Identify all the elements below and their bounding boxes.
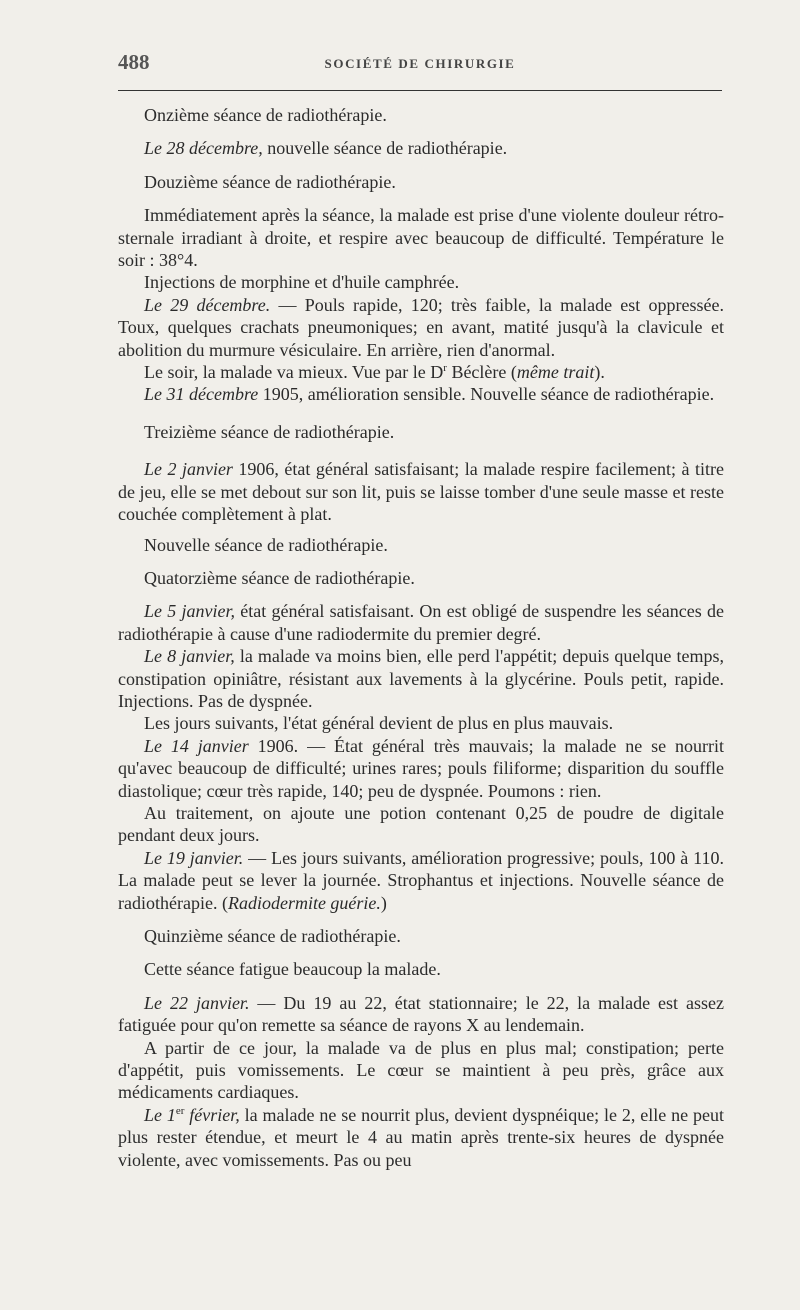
paragraph <box>118 137 724 159</box>
italic-text: Le 29 décembre. <box>144 294 271 315</box>
paragraph <box>118 361 724 383</box>
superscript: er <box>175 1104 185 1117</box>
text-run: — Du 19 au 22, état stationnaire; le 22, la malade est assez fatiguée pour qu'on remette sa séance de rayons X au lendemain. <box>118 992 724 1036</box>
paragraph <box>118 847 724 914</box>
italic-text: février, <box>184 1104 240 1125</box>
text-run: ). <box>594 362 605 383</box>
page-body <box>118 104 724 1171</box>
paragraph <box>118 383 724 405</box>
paragraph <box>118 1104 724 1171</box>
italic-text: Le 19 janvier. <box>144 847 244 868</box>
italic-text: Le 2 janvier <box>144 459 233 480</box>
paragraph <box>118 421 724 443</box>
superscript: r <box>443 362 447 375</box>
italic-text: Le 31 décembre <box>144 384 259 405</box>
text-run: Les jours suivants, l'état général devient de plus en plus mauvais. <box>144 713 614 734</box>
text-run: nouvelle séance de radiothérapie. <box>262 138 508 159</box>
paragraph <box>118 271 724 293</box>
text-run: état général satisfaisant. On est obligé de suspendre les séances de radiothérapie à cause d'une radiodermite du premier degré. <box>118 601 724 644</box>
italic-text: Le 8 janvier, <box>144 646 235 667</box>
text-run: — Les jours suivants, amélioration progressive; pouls, 100 à 110. La malade peut se lever la journée. Strophantus et injections. Nouvelle séance de radiothérapie. ( <box>118 847 724 913</box>
paragraph <box>118 294 724 361</box>
text-run: 1906, état général satisfaisant; la malade respire facilement; à titre de jeu, elle se met debout sur son lit, puis se laisse tomber d'une seule masse et reste couchée complètement à plat. <box>118 459 724 525</box>
text-run: la malade ne se nourrit plus, devient dyspnéique; le 2, elle ne peut plus rester étendue, et meurt le 4 au matin après trente-six heures de dyspnée violente, avec vomissements. Pas ou peu <box>118 1104 724 1170</box>
italic-text: Le 28 <box>144 138 189 159</box>
text-run: 1906. — État général très mauvais; la malade ne se nourrit qu'avec beaucoup de difficulté; urines rares; pouls filiforme; disparition du souffle diastolique; cœur très rapide, 140; peu de dyspnée. Poumons : rien. <box>118 735 724 801</box>
text-run: la malade va moins bien, elle perd l'appétit; depuis quelque temps, constipation opiniâtre, résistant aux lavements à la glycérine. Pouls petit, rapide. Injections. Pas de dyspnée. <box>118 646 725 711</box>
paragraph <box>118 925 724 947</box>
italic-text: Radiodermite guérie. <box>227 892 381 913</box>
text-run: ) <box>380 892 387 913</box>
paragraph <box>118 534 724 556</box>
running-title: SOCIÉTÉ DE CHIRURGIE <box>324 56 516 71</box>
paragraph <box>118 171 724 193</box>
header-rule <box>118 90 722 91</box>
paragraph <box>118 992 724 1037</box>
paragraph <box>118 802 724 847</box>
paragraph <box>118 567 724 589</box>
italic-text: Le 14 janvier <box>144 735 249 756</box>
paragraph <box>118 104 724 126</box>
italic-text: Le 1 <box>144 1104 176 1125</box>
italic-text: Le 5 janvier, <box>144 601 235 622</box>
text-run: — Pouls rapide, 120; très faible, la malade est oppressée. Toux, quelques crachats pneumoniques; en avant, matité jusqu'à la clavicule et abolition du murmure vésiculaire. En arrière, rien d'anormal. <box>118 294 724 360</box>
paragraph <box>118 735 724 802</box>
paragraph <box>118 1037 724 1104</box>
text-run: Cette séance fatigue beaucoup la malade. <box>144 959 441 980</box>
italic-text: décembre, <box>189 138 263 159</box>
text-run: Douzième séance de radiothérapie. <box>144 171 396 192</box>
italic-text: même trait <box>516 362 595 383</box>
text-run: Le soir, la malade va mieux. Vue par le D <box>144 362 444 383</box>
text-run: Immédiatement après la séance, la malade est prise d'une violente douleur rétro-sternale irradiant à droite, et respire avec beaucoup de difficulté. Température le soir : 38°4. <box>118 205 724 271</box>
text-run: A partir de ce jour, la malade va de plus en plus mal; constipation; perte d'appétit, puis vomissements. Le cœur se maintient à peu près, grâce aux médicaments cardiaques. <box>118 1037 724 1103</box>
paragraph <box>118 645 724 712</box>
text-run: Quatorzième séance de radiothérapie. <box>144 567 415 588</box>
text-run: Treizième séance de radiothérapie. <box>144 421 395 442</box>
text-run: Quinzième séance de radiothérapie. <box>144 926 401 946</box>
page-number: 488 <box>118 50 150 74</box>
text-run: Nouvelle séance de radiothérapie. <box>144 534 388 555</box>
paragraph <box>118 600 724 645</box>
italic-text: Le 22 janvier. <box>144 992 250 1013</box>
page-header <box>118 50 722 74</box>
text-run: Onzième séance de radiothérapie. <box>144 105 387 125</box>
text-run: 1905, amélioration sensible. Nouvelle séance de radiothérapie. <box>258 384 715 405</box>
text-run: Injections de morphine et d'huile camphrée. <box>144 272 460 293</box>
paragraph <box>118 204 724 271</box>
text-run: Au traitement, on ajoute une potion contenant 0,25 de poudre de digitale pendant deux jours. <box>118 802 724 846</box>
paragraph <box>118 712 724 734</box>
paragraph <box>118 958 724 980</box>
text-run: Béclère ( <box>446 362 517 383</box>
paragraph <box>118 458 724 525</box>
